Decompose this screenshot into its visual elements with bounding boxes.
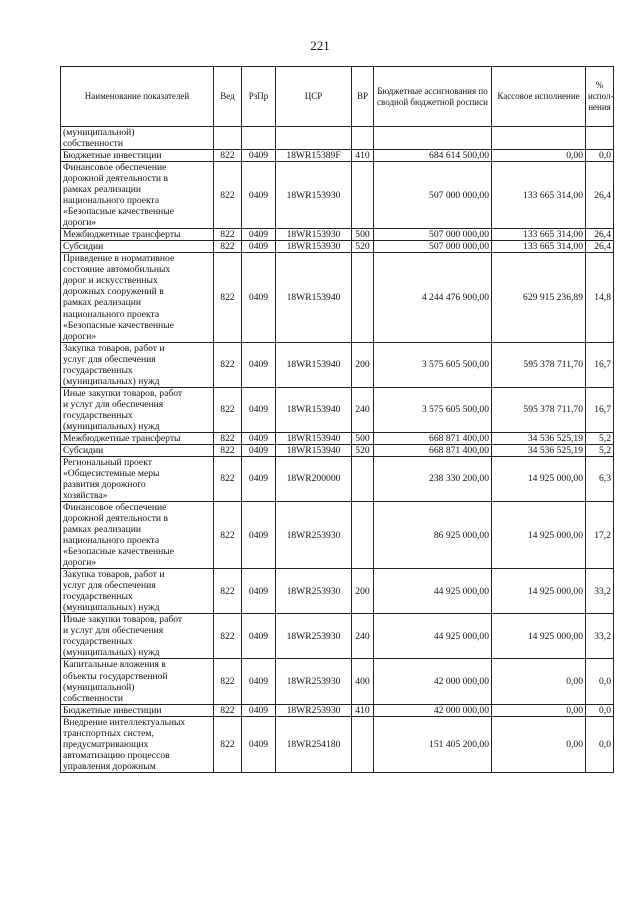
cell-ved: 822 bbox=[214, 569, 242, 614]
cell-vr: 500 bbox=[352, 432, 374, 444]
cell-cash-execution bbox=[492, 127, 586, 150]
cell-name: Приведение в нормативное состояние автомобильных дорог и искусственных дорожных сооружений в рамках реализации национального проекта «Безопасные качественные дороги» bbox=[61, 253, 214, 342]
cell-csr: 18WR153930 bbox=[276, 229, 352, 241]
cell-vr: 410 bbox=[352, 704, 374, 716]
cell-assignments: 44 925 000,00 bbox=[374, 569, 492, 614]
cell-assignments: 507 000 000,00 bbox=[374, 241, 492, 253]
cell-cash-execution: 14 925 000,00 bbox=[492, 456, 586, 501]
cell-percent-execution: 0,0 bbox=[586, 716, 614, 772]
cell-csr: 18WR153940 bbox=[276, 253, 352, 342]
cell-ved: 822 bbox=[214, 716, 242, 772]
cell-csr: 18WR254180 bbox=[276, 716, 352, 772]
header-rzpr: РзПр bbox=[242, 67, 276, 127]
table-row bbox=[61, 387, 614, 432]
cell-assignments: 4 244 476 900,00 bbox=[374, 253, 492, 342]
cell-rzpr: 0409 bbox=[242, 502, 276, 569]
cell-cash-execution: 14 925 000,00 bbox=[492, 614, 586, 659]
cell-percent-execution: 5,2 bbox=[586, 444, 614, 456]
table-row bbox=[61, 502, 614, 569]
cell-percent-execution bbox=[586, 127, 614, 150]
table-row bbox=[61, 614, 614, 659]
cell-cash-execution: 133 665 314,00 bbox=[492, 229, 586, 241]
cell-name: Межбюджетные трансферты bbox=[61, 229, 214, 241]
cell-assignments: 684 614 500,00 bbox=[374, 150, 492, 162]
cell-ved: 822 bbox=[214, 253, 242, 342]
cell-cash-execution: 595 378 711,70 bbox=[492, 342, 586, 387]
cell-cash-execution: 14 925 000,00 bbox=[492, 502, 586, 569]
cell-ved: 822 bbox=[214, 241, 242, 253]
cell-percent-execution: 0,0 bbox=[586, 659, 614, 704]
cell-percent-execution: 26,4 bbox=[586, 229, 614, 241]
cell-cash-execution: 0,00 bbox=[492, 704, 586, 716]
cell-name: Закупка товаров, работ и услуг для обеспечения государственных (муниципальных) нужд bbox=[61, 342, 214, 387]
cell-ved: 822 bbox=[214, 444, 242, 456]
cell-assignments: 507 000 000,00 bbox=[374, 162, 492, 229]
cell-cash-execution: 14 925 000,00 bbox=[492, 569, 586, 614]
cell-name: Бюджетные инвестиции bbox=[61, 150, 214, 162]
cell-csr: 18WR253930 bbox=[276, 704, 352, 716]
cell-cash-execution: 34 536 525,19 bbox=[492, 432, 586, 444]
header-vr: ВР bbox=[352, 67, 374, 127]
cell-cash-execution: 133 665 314,00 bbox=[492, 162, 586, 229]
cell-vr: 400 bbox=[352, 659, 374, 704]
cell-assignments: 44 925 000,00 bbox=[374, 614, 492, 659]
cell-cash-execution: 0,00 bbox=[492, 716, 586, 772]
cell-vr bbox=[352, 127, 374, 150]
cell-csr: 18WR153940 bbox=[276, 444, 352, 456]
table-row bbox=[61, 704, 614, 716]
cell-name: (муниципальной) собственности bbox=[61, 127, 214, 150]
cell-rzpr: 0409 bbox=[242, 444, 276, 456]
cell-vr: 520 bbox=[352, 444, 374, 456]
cell-assignments: 238 330 200,00 bbox=[374, 456, 492, 501]
cell-ved: 822 bbox=[214, 150, 242, 162]
cell-csr: 18WR153940 bbox=[276, 342, 352, 387]
cell-vr bbox=[352, 456, 374, 501]
table-row bbox=[61, 127, 614, 150]
cell-name: Иные закупки товаров, работ и услуг для обеспечения государственных (муниципальных) нужд bbox=[61, 614, 214, 659]
cell-cash-execution: 595 378 711,70 bbox=[492, 387, 586, 432]
header-cash-execution: Кассовое исполнение bbox=[492, 67, 586, 127]
cell-csr: 18WR253930 bbox=[276, 502, 352, 569]
cell-rzpr: 0409 bbox=[242, 342, 276, 387]
header-assignments: Бюджетные ассигнования по сводной бюджетной росписи bbox=[374, 67, 492, 127]
page-number: 221 bbox=[310, 38, 330, 53]
cell-percent-execution: 0,0 bbox=[586, 704, 614, 716]
cell-rzpr: 0409 bbox=[242, 253, 276, 342]
cell-ved: 822 bbox=[214, 704, 242, 716]
cell-ved: 822 bbox=[214, 162, 242, 229]
cell-rzpr: 0409 bbox=[242, 241, 276, 253]
cell-cash-execution: 34 536 525,19 bbox=[492, 444, 586, 456]
cell-csr: 18WR153930 bbox=[276, 162, 352, 229]
cell-rzpr: 0409 bbox=[242, 432, 276, 444]
cell-assignments: 3 575 605 500,00 bbox=[374, 342, 492, 387]
table-row bbox=[61, 229, 614, 241]
table-row bbox=[61, 342, 614, 387]
cell-assignments: 668 871 400,00 bbox=[374, 444, 492, 456]
cell-ved bbox=[214, 127, 242, 150]
cell-vr bbox=[352, 716, 374, 772]
cell-rzpr: 0409 bbox=[242, 387, 276, 432]
cell-name: Финансовое обеспечение дорожной деятельности в рамках реализации национального проекта «Безопасные качественные дороги» bbox=[61, 162, 214, 229]
header-name: Наименование показателей bbox=[61, 67, 214, 127]
cell-vr bbox=[352, 162, 374, 229]
cell-ved: 822 bbox=[214, 342, 242, 387]
cell-name: Региональный проект «Общесистемные меры развития дорожного хозяйства» bbox=[61, 456, 214, 501]
cell-percent-execution: 33,2 bbox=[586, 614, 614, 659]
cell-vr: 240 bbox=[352, 387, 374, 432]
cell-vr: 520 bbox=[352, 241, 374, 253]
cell-csr: 18WR200000 bbox=[276, 456, 352, 501]
cell-rzpr: 0409 bbox=[242, 614, 276, 659]
cell-ved: 822 bbox=[214, 456, 242, 501]
cell-csr bbox=[276, 127, 352, 150]
table-row bbox=[61, 150, 614, 162]
budget-execution-table bbox=[60, 66, 614, 773]
cell-csr: 18WR253930 bbox=[276, 659, 352, 704]
cell-assignments: 42 000 000,00 bbox=[374, 704, 492, 716]
cell-name: Финансовое обеспечение дорожной деятельности в рамках реализации национального проекта «Безопасные качественные дороги» bbox=[61, 502, 214, 569]
cell-cash-execution: 0,00 bbox=[492, 659, 586, 704]
cell-assignments: 507 000 000,00 bbox=[374, 229, 492, 241]
table-row bbox=[61, 432, 614, 444]
cell-csr: 18WR153940 bbox=[276, 387, 352, 432]
cell-assignments: 86 925 000,00 bbox=[374, 502, 492, 569]
cell-name: Закупка товаров, работ и услуг для обеспечения государственных (муниципальных) нужд bbox=[61, 569, 214, 614]
cell-rzpr: 0409 bbox=[242, 716, 276, 772]
cell-csr: 18WR153930 bbox=[276, 241, 352, 253]
cell-name: Бюджетные инвестиции bbox=[61, 704, 214, 716]
cell-vr: 240 bbox=[352, 614, 374, 659]
cell-vr: 500 bbox=[352, 229, 374, 241]
table-body bbox=[61, 127, 614, 773]
cell-assignments: 151 405 200,00 bbox=[374, 716, 492, 772]
cell-name: Субсидии bbox=[61, 444, 214, 456]
cell-rzpr: 0409 bbox=[242, 162, 276, 229]
cell-percent-execution: 33,2 bbox=[586, 569, 614, 614]
header-ved: Вед bbox=[214, 67, 242, 127]
cell-percent-execution: 14,8 bbox=[586, 253, 614, 342]
cell-assignments bbox=[374, 127, 492, 150]
cell-percent-execution: 16,7 bbox=[586, 342, 614, 387]
header-percent-execution: % испол-нения bbox=[586, 67, 614, 127]
cell-csr: 18WR253930 bbox=[276, 614, 352, 659]
cell-name: Капитальные вложения в объекты государственной (муниципальной) собственности bbox=[61, 659, 214, 704]
cell-assignments: 3 575 605 500,00 bbox=[374, 387, 492, 432]
table-row bbox=[61, 569, 614, 614]
cell-name: Иные закупки товаров, работ и услуг для обеспечения государственных (муниципальных) нужд bbox=[61, 387, 214, 432]
cell-name: Межбюджетные трансферты bbox=[61, 432, 214, 444]
cell-name: Внедрение интеллектуальных транспортных систем, предусматривающих автоматизацию процессов управления дорожным bbox=[61, 716, 214, 772]
cell-rzpr: 0409 bbox=[242, 659, 276, 704]
cell-ved: 822 bbox=[214, 387, 242, 432]
cell-rzpr: 0409 bbox=[242, 456, 276, 501]
cell-ved: 822 bbox=[214, 432, 242, 444]
table-row bbox=[61, 659, 614, 704]
table-row bbox=[61, 241, 614, 253]
cell-rzpr bbox=[242, 127, 276, 150]
table-row bbox=[61, 253, 614, 342]
cell-cash-execution: 0,00 bbox=[492, 150, 586, 162]
cell-csr: 18WR153940 bbox=[276, 432, 352, 444]
table-row bbox=[61, 716, 614, 772]
table-header-row bbox=[61, 67, 614, 127]
cell-vr: 200 bbox=[352, 569, 374, 614]
cell-percent-execution: 0,0 bbox=[586, 150, 614, 162]
cell-vr bbox=[352, 502, 374, 569]
table-row bbox=[61, 162, 614, 229]
cell-assignments: 668 871 400,00 bbox=[374, 432, 492, 444]
cell-vr: 410 bbox=[352, 150, 374, 162]
cell-cash-execution: 629 915 236,89 bbox=[492, 253, 586, 342]
table-row bbox=[61, 444, 614, 456]
cell-ved: 822 bbox=[214, 502, 242, 569]
cell-csr: 18WR15389F bbox=[276, 150, 352, 162]
cell-rzpr: 0409 bbox=[242, 704, 276, 716]
cell-rzpr: 0409 bbox=[242, 229, 276, 241]
cell-vr bbox=[352, 253, 374, 342]
cell-ved: 822 bbox=[214, 229, 242, 241]
cell-percent-execution: 6,3 bbox=[586, 456, 614, 501]
cell-rzpr: 0409 bbox=[242, 150, 276, 162]
cell-ved: 822 bbox=[214, 614, 242, 659]
cell-percent-execution: 26,4 bbox=[586, 241, 614, 253]
cell-cash-execution: 133 665 314,00 bbox=[492, 241, 586, 253]
header-csr: ЦСР bbox=[276, 67, 352, 127]
cell-percent-execution: 26,4 bbox=[586, 162, 614, 229]
cell-csr: 18WR253930 bbox=[276, 569, 352, 614]
cell-percent-execution: 5,2 bbox=[586, 432, 614, 444]
cell-name: Субсидии bbox=[61, 241, 214, 253]
cell-percent-execution: 16,7 bbox=[586, 387, 614, 432]
cell-vr: 200 bbox=[352, 342, 374, 387]
cell-percent-execution: 17,2 bbox=[586, 502, 614, 569]
table-row bbox=[61, 456, 614, 501]
cell-rzpr: 0409 bbox=[242, 569, 276, 614]
cell-ved: 822 bbox=[214, 659, 242, 704]
cell-assignments: 42 000 000,00 bbox=[374, 659, 492, 704]
